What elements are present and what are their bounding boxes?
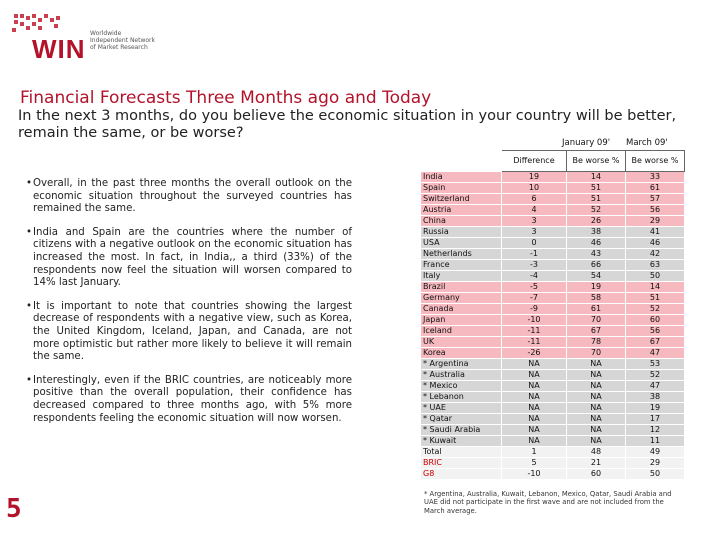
period-header-january: January 09': [562, 138, 611, 148]
mar-value-cell: 38: [626, 392, 685, 403]
tagline-line: of Market Research: [90, 44, 148, 51]
difference-cell: NA: [502, 425, 567, 436]
table-row: [421, 337, 685, 348]
mar-value-cell: 51: [626, 293, 685, 304]
mar-value-cell: 60: [626, 315, 685, 326]
table-row: [421, 403, 685, 414]
mar-value-cell: 52: [626, 370, 685, 381]
country-cell: Russia: [421, 227, 502, 238]
country-cell: * Lebanon: [421, 392, 502, 403]
difference-cell: 10: [502, 183, 567, 194]
table-footnote: * Argentina, Australia, Kuwait, Lebanon, Mexico, Qatar, Saudi Arabia and UAE did not participate in the first wave and are not included from the March average.: [424, 490, 672, 515]
country-header: [421, 151, 502, 172]
jan-value-cell: 38: [567, 227, 626, 238]
jan-value-cell: NA: [567, 436, 626, 447]
mar-value-cell: 49: [626, 447, 685, 458]
jan-value-cell: 60: [567, 469, 626, 480]
country-cell: Japan: [421, 315, 502, 326]
jan-value-cell: 70: [567, 315, 626, 326]
country-cell: * Qatar: [421, 414, 502, 425]
country-cell: * Saudi Arabia: [421, 425, 502, 436]
jan-value-cell: 54: [567, 271, 626, 282]
table-row: [421, 447, 685, 458]
country-cell: USA: [421, 238, 502, 249]
difference-cell: -3: [502, 260, 567, 271]
mar-value-cell: 52: [626, 304, 685, 315]
country-cell: Total: [421, 447, 502, 458]
difference-cell: -26: [502, 348, 567, 359]
country-cell: Germany: [421, 293, 502, 304]
table-row: [421, 359, 685, 370]
country-cell: G8: [421, 469, 502, 480]
mar-value-cell: 61: [626, 183, 685, 194]
table-row: [421, 227, 685, 238]
jan-value-cell: 78: [567, 337, 626, 348]
difference-cell: -9: [502, 304, 567, 315]
table-row: [421, 238, 685, 249]
jan-value-cell: NA: [567, 370, 626, 381]
jan-value-cell: NA: [567, 425, 626, 436]
difference-cell: NA: [502, 359, 567, 370]
mar-value-cell: 56: [626, 326, 685, 337]
difference-cell: 0: [502, 238, 567, 249]
jan-value-cell: NA: [567, 381, 626, 392]
jan-value-cell: 58: [567, 293, 626, 304]
tagline-line: Worldwide: [90, 30, 122, 37]
win-logo: [10, 12, 170, 72]
table-row: [421, 315, 685, 326]
difference-header: Difference: [502, 151, 567, 172]
mar-be-worse-header: Be worse %: [626, 151, 685, 172]
difference-cell: 4: [502, 205, 567, 216]
mar-value-cell: 42: [626, 249, 685, 260]
difference-cell: -11: [502, 326, 567, 337]
difference-cell: NA: [502, 370, 567, 381]
mar-value-cell: 12: [626, 425, 685, 436]
table-row: [421, 425, 685, 436]
mar-value-cell: 56: [626, 205, 685, 216]
country-cell: * Argentina: [421, 359, 502, 370]
mar-value-cell: 67: [626, 337, 685, 348]
economic-outlook-table: [420, 150, 685, 480]
country-cell: Austria: [421, 205, 502, 216]
slide-number: 5: [6, 494, 22, 524]
difference-cell: -1: [502, 249, 567, 260]
jan-value-cell: NA: [567, 414, 626, 425]
mar-value-cell: 50: [626, 271, 685, 282]
jan-value-cell: NA: [567, 359, 626, 370]
country-cell: Italy: [421, 271, 502, 282]
difference-cell: NA: [502, 381, 567, 392]
difference-cell: -10: [502, 469, 567, 480]
jan-value-cell: 48: [567, 447, 626, 458]
mar-value-cell: 46: [626, 238, 685, 249]
jan-value-cell: 66: [567, 260, 626, 271]
brand-wordmark: WIN: [32, 34, 86, 64]
jan-value-cell: 67: [567, 326, 626, 337]
logo-tagline: [90, 30, 170, 51]
difference-cell: 1: [502, 447, 567, 458]
mar-value-cell: 53: [626, 359, 685, 370]
country-cell: China: [421, 216, 502, 227]
mar-value-cell: 11: [626, 436, 685, 447]
mar-value-cell: 29: [626, 216, 685, 227]
table-row: [421, 326, 685, 337]
difference-cell: -10: [502, 315, 567, 326]
mar-value-cell: 47: [626, 348, 685, 359]
difference-cell: -4: [502, 271, 567, 282]
country-cell: France: [421, 260, 502, 271]
jan-value-cell: 61: [567, 304, 626, 315]
country-cell: Korea: [421, 348, 502, 359]
jan-value-cell: NA: [567, 403, 626, 414]
difference-cell: 5: [502, 458, 567, 469]
table-row: [421, 370, 685, 381]
jan-value-cell: 51: [567, 194, 626, 205]
difference-cell: NA: [502, 436, 567, 447]
country-cell: BRIC: [421, 458, 502, 469]
difference-cell: 3: [502, 216, 567, 227]
difference-cell: -7: [502, 293, 567, 304]
jan-be-worse-header: Be worse %: [567, 151, 626, 172]
difference-cell: 3: [502, 227, 567, 238]
bullet-text: Interestingly, even if the BRIC countries, are noticeably more positive than the overall population, their confidence has decreased compared to three months ago, with 5% more respondents feeling the economic situation will now worsen.: [33, 374, 352, 424]
country-cell: * UAE: [421, 403, 502, 414]
jan-value-cell: 26: [567, 216, 626, 227]
jan-value-cell: NA: [567, 392, 626, 403]
survey-question: In the next 3 months, do you believe the economic situation in your country will be better, remain the same, or be worse?: [18, 108, 677, 141]
bullet-dot-icon: •: [26, 178, 33, 189]
table-row: [421, 260, 685, 271]
table-row: [421, 205, 685, 216]
bullet-dot-icon: •: [26, 300, 33, 312]
table-row: [421, 348, 685, 359]
country-cell: * Australia: [421, 370, 502, 381]
table-row: [421, 293, 685, 304]
country-cell: Canada: [421, 304, 502, 315]
table-row: [421, 249, 685, 260]
bullet-list: [26, 178, 352, 436]
difference-cell: -5: [502, 282, 567, 293]
country-cell: India: [421, 172, 502, 183]
difference-cell: NA: [502, 403, 567, 414]
table-row: [421, 282, 685, 293]
table-row: [421, 216, 685, 227]
bullet-item: [26, 301, 352, 364]
bullet-item: [26, 375, 352, 425]
mar-value-cell: 50: [626, 469, 685, 480]
country-cell: Brazil: [421, 282, 502, 293]
jan-value-cell: 19: [567, 282, 626, 293]
jan-value-cell: 21: [567, 458, 626, 469]
table-row: [421, 271, 685, 282]
mar-value-cell: 57: [626, 194, 685, 205]
country-cell: Spain: [421, 183, 502, 194]
bullet-text: India and Spain are the countries where the number of citizens with a negative outlook on the economic situation has increased the most. In fact, in India,, a third (33%) of the respondents now feel the situation will worsen compared to 14% last January.: [33, 226, 352, 289]
mar-value-cell: 41: [626, 227, 685, 238]
country-cell: UK: [421, 337, 502, 348]
jan-value-cell: 46: [567, 238, 626, 249]
difference-cell: NA: [502, 414, 567, 425]
country-cell: * Kuwait: [421, 436, 502, 447]
table-row: [421, 414, 685, 425]
period-header-march: March 09': [626, 138, 668, 148]
jan-value-cell: 52: [567, 205, 626, 216]
table-row: [421, 183, 685, 194]
bullet-item: [26, 227, 352, 290]
table-row: [421, 458, 685, 469]
table-row: [421, 194, 685, 205]
bullet-text: Overall, in the past three months the overall outlook on the economic situation throughout the surveyed countries has remained the same.: [33, 178, 352, 215]
table-row: [421, 172, 685, 183]
jan-value-cell: 14: [567, 172, 626, 183]
jan-value-cell: 43: [567, 249, 626, 260]
jan-value-cell: 51: [567, 183, 626, 194]
table-row: [421, 304, 685, 315]
table-row: [421, 381, 685, 392]
country-cell: Switzerland: [421, 194, 502, 205]
country-cell: * Mexico: [421, 381, 502, 392]
table-row: [421, 436, 685, 447]
table-header-row: [421, 151, 685, 172]
jan-value-cell: 70: [567, 348, 626, 359]
difference-cell: NA: [502, 392, 567, 403]
bullet-item: [26, 178, 352, 216]
mar-value-cell: 17: [626, 414, 685, 425]
mar-value-cell: 14: [626, 282, 685, 293]
table-body: [421, 172, 685, 480]
mar-value-cell: 33: [626, 172, 685, 183]
country-cell: Iceland: [421, 326, 502, 337]
table-row: [421, 392, 685, 403]
difference-cell: 19: [502, 172, 567, 183]
difference-cell: -11: [502, 337, 567, 348]
mar-value-cell: 19: [626, 403, 685, 414]
mar-value-cell: 47: [626, 381, 685, 392]
mar-value-cell: 29: [626, 458, 685, 469]
table-row: [421, 469, 685, 480]
mar-value-cell: 63: [626, 260, 685, 271]
difference-cell: 6: [502, 194, 567, 205]
tagline-line: Independent Network: [90, 37, 155, 44]
country-cell: Netherlands: [421, 249, 502, 260]
slide-title: Financial Forecasts Three Months ago and Today: [20, 88, 432, 108]
bullet-dot-icon: •: [26, 374, 33, 386]
bullet-dot-icon: •: [26, 226, 33, 238]
bullet-text: It is important to note that countries showing the largest decrease of respondents with a negative view, such as Korea, the United Kingdom, Iceland, Japan, and Canada, are not more optimistic but rather more likely to believe it will remain the same.: [33, 300, 352, 363]
